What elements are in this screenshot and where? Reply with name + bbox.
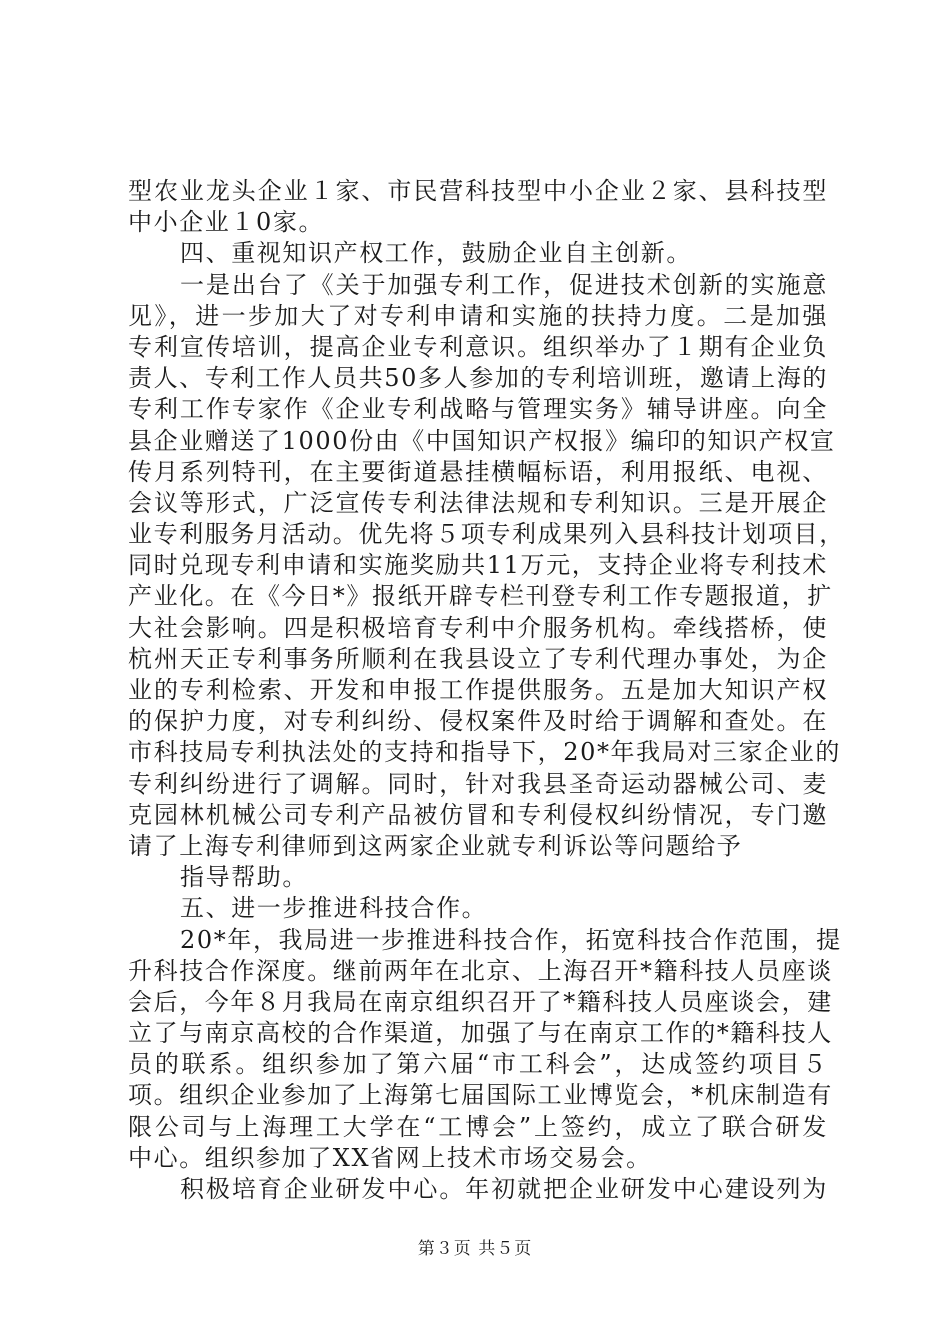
text-line: 限公司与上海理工大学在“工博会”上签约，成立了联合研发 (128, 1112, 828, 1141)
document-body (128, 176, 845, 1205)
text-line: 责人、专利工作人员共50多人参加的专利培训班，邀请上海的 (128, 364, 828, 393)
text-line: 杭州天正专利事务所顺利在我县设立了专利代理办事处，为企 (128, 644, 828, 673)
text-line: 专利工作专家作《企业专利战略与管理实务》辅导讲座。向全 (128, 395, 828, 424)
text-line: 20*年，我局进一步推进科技合作，拓宽科技合作范围，提 (180, 925, 842, 954)
text-line: 升科技合作深度。继前两年在北京、上海召开*籍科技人员座谈 (128, 956, 833, 985)
text-line: 的保护力度，对专利纠纷、侵权案件及时给于调解和查处。在 (128, 707, 828, 736)
section-heading: 五、进一步推进科技合作。 (180, 894, 488, 923)
page-footer: 第３页 共５页 (417, 1239, 533, 1259)
text-line: 项。组织企业参加了上海第七届国际工业博览会，*机床制造有 (128, 1081, 833, 1110)
text-line: 产业化。在《今日*》报纸开辟专栏刊登专利工作专题报道，扩 (128, 582, 833, 611)
text-line: 县企业赠送了1000份由《中国知识产权报》编印的知识产权宣 (128, 426, 836, 455)
text-line: 型农业龙头企业１家、市民营科技型中小企业２家、县科技型 (128, 177, 828, 205)
text-line: 同时兑现专利申请和实施奖励共11万元，支持企业将专利技术 (128, 551, 828, 580)
text-line: 传月系列特刊，在主要街道悬挂横幅标语，利用报纸、电视、 (128, 457, 828, 486)
section-heading: 四、重视知识产权工作，鼓励企业自主创新。 (180, 239, 692, 268)
text-line: 中小企业１0家。 (128, 208, 325, 237)
text-line: 积极培育企业研发中心。年初就把企业研发中心建设列为 (180, 1175, 828, 1203)
text-line: 业的专利检索、开发和申报工作提供服务。五是加大知识产权 (128, 676, 828, 704)
text-line: 会议等形式，广泛宣传专利法律法规和专利知识。三是开展企 (128, 488, 828, 517)
text-line: 见》，进一步加大了对专利申请和实施的扶持力度。二是加强 (128, 301, 828, 330)
text-line: 业专利服务月活动。优先将５项专利成果列入县科技计划项目， (128, 520, 845, 549)
text-line: 指导帮助。 (180, 863, 308, 892)
text-line: 中心。组织参加了XX省网上技术市场交易会。 (128, 1143, 652, 1172)
text-line: 会后，今年８月我局在南京组织召开了*籍科技人员座谈会，建 (128, 987, 833, 1016)
text-line: 员的联系。组织参加了第六届“市工科会”，达成签约项目５ (128, 1050, 828, 1079)
text-line: 克园林机械公司专利产品被仿冒和专利侵权纠纷情况，专门邀 (128, 800, 828, 829)
text-line: 请了上海专利律师到这两家企业就专利诉讼等问题给予 (128, 831, 743, 860)
text-line: 大社会影响。四是积极培育专利中介服务机构。牵线搭桥，使 (128, 613, 828, 642)
text-line: 市科技局专利执法处的支持和指导下，20*年我局对三家企业的 (128, 738, 841, 767)
text-line: 专利纠纷进行了调解。同时，针对我县圣奇运动器械公司、麦 (128, 769, 828, 798)
text-line: 立了与南京高校的合作渠道，加强了与在南京工作的*籍科技人 (128, 1019, 833, 1048)
text-line: 一是出台了《关于加强专利工作，促进技术创新的实施意 (180, 270, 828, 299)
text-line: 专利宣传培训，提高企业专利意识。组织举办了１期有企业负 (128, 332, 828, 361)
